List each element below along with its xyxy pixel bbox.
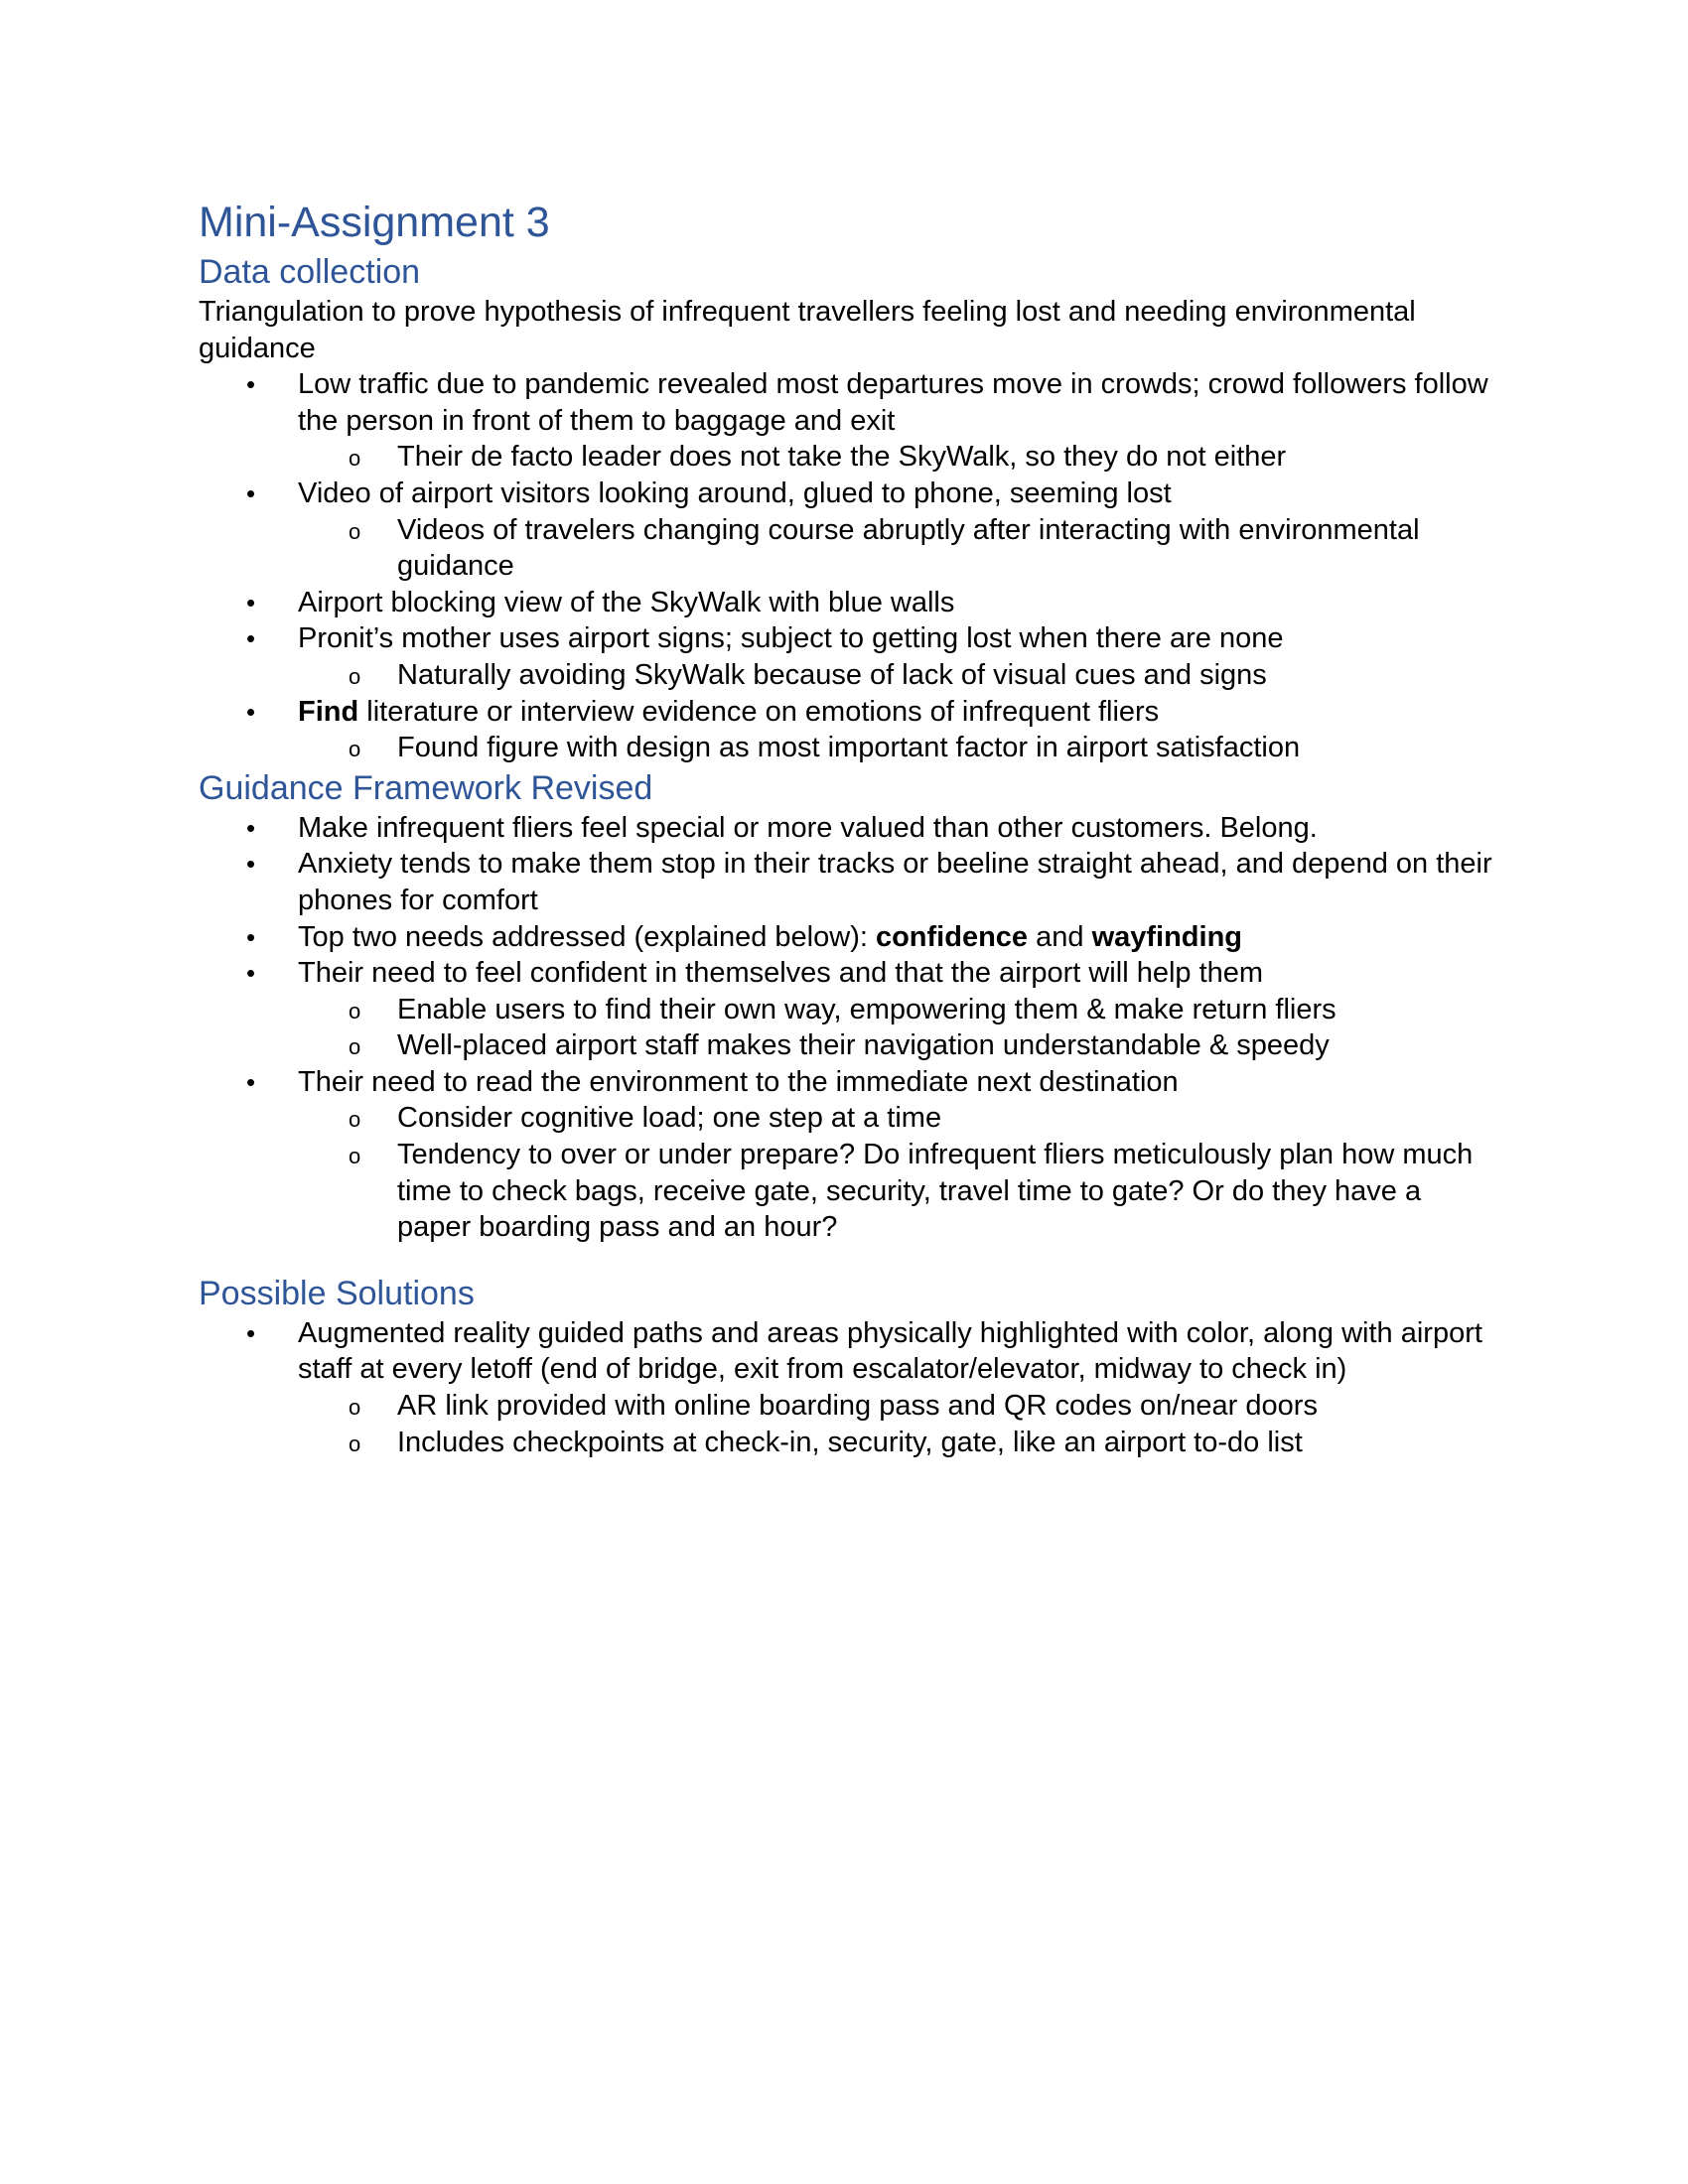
list-item	[199, 810, 1499, 847]
sub-list-item-text: o AR link provided with online boarding pass and QR codes on/near doors	[397, 1390, 1318, 1422]
sub-list	[199, 657, 1499, 694]
list-item-rest: literature or interview evidence on emotions of infrequent fliers	[358, 695, 1160, 728]
list-item-text	[298, 696, 1159, 728]
sub-list-item	[298, 512, 1499, 585]
sub-list	[199, 730, 1499, 766]
list-item-text: • Augmented reality guided paths and areas physically highlighted with color, along with airport staff at every letoff (end of bridge, exit from escalator/elevator, midway to check in)	[298, 1317, 1482, 1386]
list-item-text: • Their need to read the environment to the immediate next destination	[298, 1066, 1179, 1098]
sub-list-item	[298, 730, 1499, 766]
bold-confidence: confidence	[875, 920, 1029, 953]
sub-list-item-text: o Tendency to over or under prepare? Do infrequent fliers meticulously plan how much time to check bags, receive gate, security, travel time to gate? Or do they have a paper boarding pass and an hour?	[397, 1139, 1473, 1243]
list-item-text: • Video of airport visitors looking around, glued to phone, seeming lost	[298, 478, 1172, 509]
list-item	[199, 476, 1499, 585]
list-item	[199, 846, 1499, 918]
bold-find: Find	[298, 695, 359, 728]
list-item-text: • Their need to feel confident in themselves and that the airport will help them	[298, 957, 1263, 989]
sub-list	[199, 992, 1499, 1064]
list-item-text: • Low traffic due to pandemic revealed most departures move in crowds; crowd followers follow the person in front of them to baggage and exit	[298, 368, 1488, 437]
list-item	[199, 694, 1499, 766]
sub-list-item-text: o Naturally avoiding SkyWalk because of lack of visual cues and signs	[397, 659, 1267, 691]
sub-list	[199, 512, 1499, 585]
sub-list-item	[298, 1100, 1499, 1137]
list-item	[199, 1315, 1499, 1460]
bold-wayfinding: wayfinding	[1091, 920, 1243, 953]
guidance-list	[199, 810, 1499, 1246]
data-collection-intro: Triangulation to prove hypothesis of infrequent travellers feeling lost and needing environmental guidance	[199, 296, 1416, 364]
sub-list-item	[298, 1425, 1499, 1461]
section-heading-guidance-framework: Guidance Framework Revised	[199, 768, 653, 807]
list-item-text	[298, 921, 1242, 953]
list-item	[199, 620, 1499, 693]
document-page	[199, 195, 1499, 1460]
sub-list-item	[298, 992, 1499, 1028]
sub-list-item	[298, 657, 1499, 694]
sub-list-item-text: o Well-placed airport staff makes their navigation understandable & speedy	[397, 1029, 1330, 1061]
list-item-text: • Airport blocking view of the SkyWalk with blue walls	[298, 587, 954, 618]
sub-list-item-text: o Consider cognitive load; one step at a time	[397, 1102, 941, 1134]
sub-list-item-text: o Enable users to find their own way, empowering them & make return fliers	[397, 994, 1336, 1025]
list-item	[199, 955, 1499, 1064]
list-item	[199, 585, 1499, 621]
list-item	[199, 919, 1499, 956]
data-collection-list	[199, 366, 1499, 766]
sub-list-item-text: o Includes checkpoints at check-in, security, gate, like an airport to-do list	[397, 1427, 1303, 1458]
sub-list-item-text: o Found figure with design as most important factor in airport satisfaction	[397, 732, 1300, 763]
sub-list	[199, 1100, 1499, 1245]
list-item-mid: and	[1028, 920, 1092, 953]
section-heading-data-collection: Data collection	[199, 253, 421, 291]
sub-list-item	[298, 1027, 1499, 1064]
sub-list-item	[298, 1388, 1499, 1425]
list-item	[199, 366, 1499, 476]
sub-list	[199, 1388, 1499, 1460]
sub-list-item	[298, 1137, 1499, 1246]
solutions-list	[199, 1315, 1499, 1460]
section-spacer	[199, 1246, 1499, 1272]
sub-list-item	[298, 439, 1499, 476]
section-heading-possible-solutions: Possible Solutions	[199, 1274, 475, 1312]
list-item-text: • Pronit’s mother uses airport signs; subject to getting lost when there are none	[298, 622, 1283, 654]
list-item-text: • Anxiety tends to make them stop in their tracks or beeline straight ahead, and depend on their phones for comfort	[298, 848, 1492, 916]
document-title: Mini-Assignment 3	[199, 199, 550, 246]
sub-list-item-text: o Videos of travelers changing course abruptly after interacting with environmental guidance	[397, 514, 1420, 583]
sub-list	[199, 439, 1499, 476]
list-item	[199, 1064, 1499, 1246]
list-item-text: • Make infrequent fliers feel special or more valued than other customers. Belong.	[298, 812, 1318, 844]
list-item-prefix: Top two needs addressed (explained below):	[298, 920, 876, 953]
sub-list-item-text: o Their de facto leader does not take the SkyWalk, so they do not either	[397, 441, 1286, 473]
